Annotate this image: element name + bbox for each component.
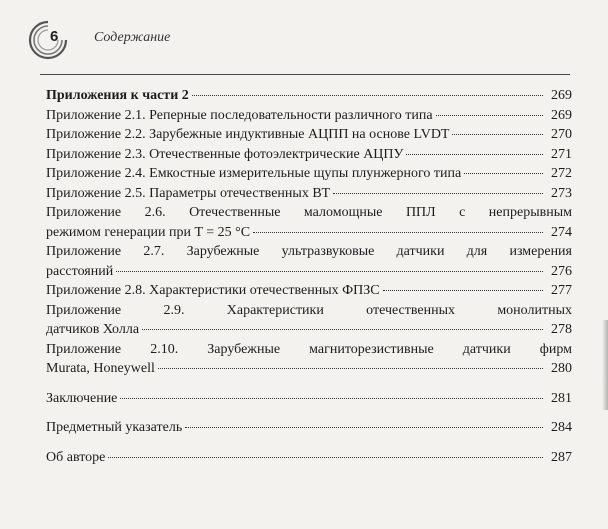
toc-entry [46,448,572,468]
toc-entry-title: Приложение 2.8. Характеристики отечественных ФПЗС [46,283,380,298]
dot-leader [185,427,543,428]
toc-entry-title: расстояний [46,263,114,279]
header-rule [40,74,570,75]
running-head: Содержание [94,30,171,45]
toc-entry-title: Приложение 2.7. Зарубежные ультразвуковые датчики для измерения [46,244,572,259]
toc-entry-title: Приложение 2.6. Отечественные маломощные ППЛ с непрерывным [46,205,572,220]
toc-entry-title: Заключение [46,390,118,406]
toc-entry-title: Murata, Honeywell [46,361,155,376]
toc-entry-title: Приложение 2.5. Параметры отечественных ВТ [46,185,331,201]
toc-entry-title: Приложения к части 2 [46,88,189,103]
toc-entry-title: Приложение 2.4. Емкостные измерительные щупы плунжерного типа [46,166,462,181]
toc-entry-page: 273 [551,185,572,201]
dot-leader [192,95,543,96]
toc-entry-title: Приложение 2.9. Характеристики отечественных монолитных [46,302,572,318]
toc-entry [46,145,572,165]
toc-entry-title: режимом генерации при T = 25 °C [46,224,251,240]
dot-leader [142,329,543,330]
toc-entry [46,301,572,340]
toc-entry-page: 276 [551,263,572,279]
dot-leader [158,368,543,369]
toc-entry-page: 281 [551,390,572,406]
dot-leader [464,173,543,174]
toc-entry [46,242,572,281]
dot-leader [108,457,543,458]
page-header [0,0,608,80]
toc-entry-title: Приложение 2.2. Зарубежные индуктивные АЦПП на основе LVDT [46,127,450,142]
dot-leader [383,290,543,291]
dot-leader [436,115,543,116]
toc-entry [46,184,572,204]
toc-entry-title: датчиков Холла [46,322,140,337]
toc-entry-page: 269 [551,107,572,123]
toc-entry [46,340,572,379]
toc-entry [46,106,572,126]
toc-entry [46,418,572,438]
toc-entry [46,125,572,145]
page-number: 6 [50,28,59,45]
toc-entry-title: Приложение 2.1. Реперные последовательности различного типа [46,107,433,123]
dot-leader [333,193,543,194]
toc-entry-title: Предметный указатель [46,420,183,435]
dot-leader [253,232,543,233]
toc-entry-page: 270 [551,127,572,142]
toc-entry-title: Об авторе [46,449,106,465]
page-edge-shadow [602,320,608,410]
toc-entry-page: 271 [551,146,572,162]
toc-entry [46,281,572,301]
swirl-logo-icon [26,18,70,62]
toc-entry [46,203,572,242]
toc-entry-page: 280 [551,361,572,376]
dot-leader [120,398,543,399]
toc-entry-title: Приложение 2.10. Зарубежные магниторезистивные датчики фирм [46,341,572,357]
toc-entry [46,164,572,184]
toc-entry-page: 269 [551,88,572,103]
dot-leader [452,134,543,135]
toc-entry-page: 277 [551,283,572,298]
toc-entry-page: 278 [551,322,572,337]
toc-entry-page: 287 [551,449,572,465]
toc-entry [46,86,572,106]
toc-entry-title: Приложение 2.3. Отечественные фотоэлектрические АЦПУ [46,146,404,162]
dot-leader [406,154,543,155]
toc-entry [46,389,572,409]
toc-entry-page: 274 [551,224,572,240]
dot-leader [116,271,543,272]
toc-entry-page: 284 [551,420,572,435]
table-of-contents [46,86,572,467]
toc-entry-page: 272 [551,166,572,181]
